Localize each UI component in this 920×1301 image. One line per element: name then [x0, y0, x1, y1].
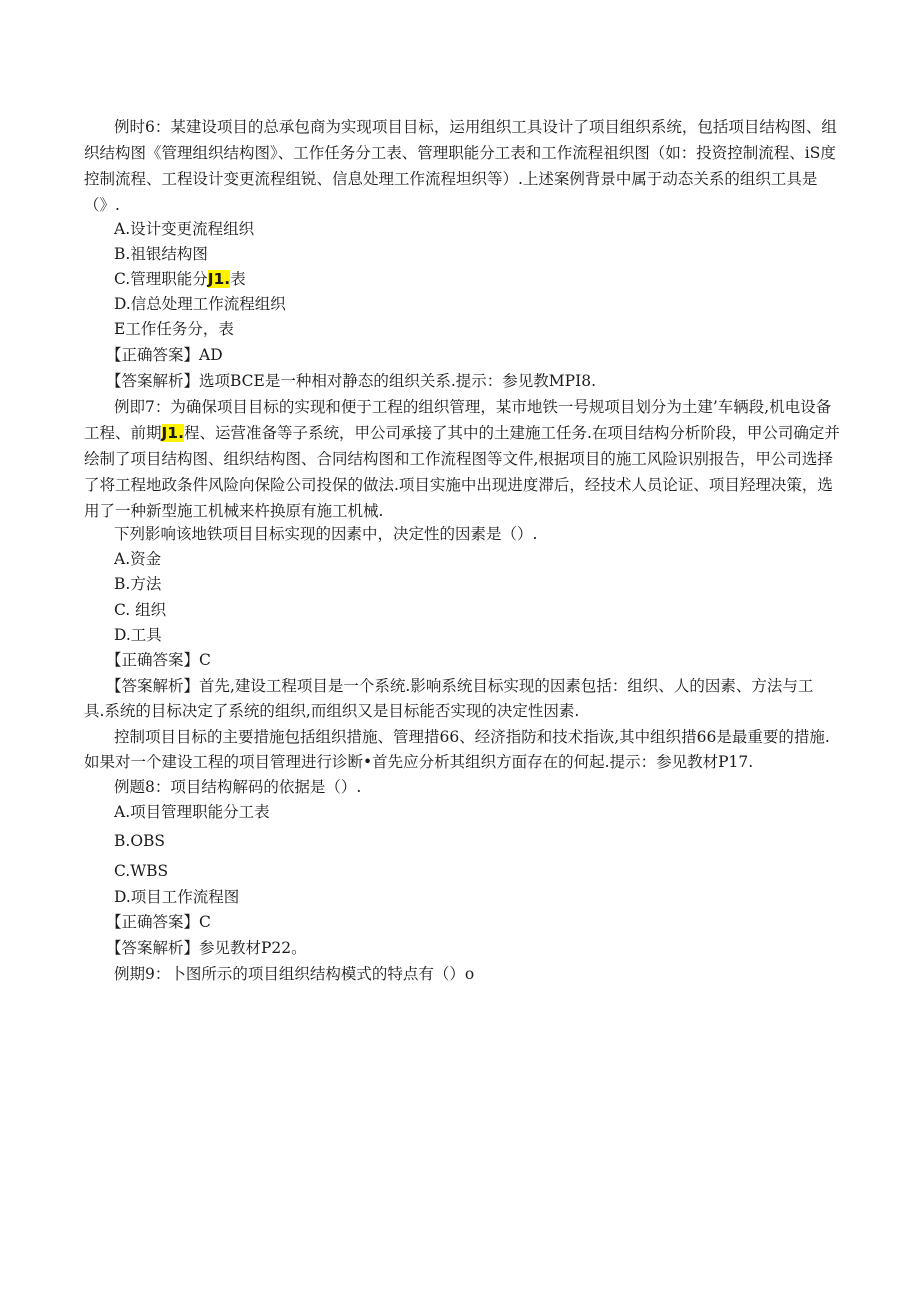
highlight-mark: J1. [207, 270, 231, 288]
q6-analysis: 【答案解析】选项BCE是一种相对静态的组织关系.提示：参见教MPI8. [106, 372, 596, 390]
q6-stem-line-4: （》. [84, 196, 120, 214]
q7-stem-line-2-pre: 工程、前期 [84, 424, 162, 442]
q7-option-d: D.工具 [114, 626, 162, 644]
q6-option-c-pre: C.管理职能分 [114, 270, 208, 288]
q7-option-b: B.方法 [114, 575, 162, 593]
q9-question: 例期9：卜图所示的项目组织结构模式的特点有（）o [114, 965, 475, 983]
q7-analysis-line-4: 如果对一个建设工程的项目管理进行诊断•首先应分析其组织方面存在的何起.提示：参见教材P17. [84, 753, 754, 771]
q6-option-c-post: 表 [230, 270, 246, 288]
q6-option-b: B.祖银结构图 [114, 245, 208, 263]
q8-option-c: C.WBS [114, 862, 169, 880]
q7-option-c: C. 组织 [114, 601, 167, 619]
q7-analysis-line-1: 【答案解析】首先,建设工程项目是一个系统.影响系统目标实现的因素包括：组织、人的因素、方法与工 [106, 677, 814, 695]
highlight-mark: J1. [161, 424, 184, 442]
q8-analysis: 【答案解析】参见教材P22。 [106, 939, 307, 957]
q6-answer: 【正确答案】AD [106, 346, 223, 364]
q7-stem-line-1: 例即7：为确保项目目标的实现和便于工程的组织管理，某市地铁一号规项目划分为土建’车辆段,机电设备 [114, 398, 832, 416]
q7-option-a: A.资金 [114, 550, 162, 568]
q7-analysis-line-3: 控制项目目标的主要措施包括组织措施、管理措66、经济指防和技术指诙,其中组织措66是最重要的措施. [114, 728, 830, 746]
q7-stem-line-5: 用了一种新型施工机械来杵换原有施工机械. [84, 502, 384, 520]
q6-stem-line-1: 例时6：某建设项目的总承包商为实现项目目标，运用组织工具设计了项目组织系统，包括项目结构图、组 [114, 118, 837, 136]
q6-option-e: E工作任务分，表 [114, 320, 234, 338]
q7-answer: 【正确答案】C [106, 651, 211, 669]
q8-option-b: B.OBS [114, 832, 166, 850]
q7-stem-line-4: 了将工程地政条件风险向保险公司投保的做法.项目实施中出现进度滞后，经技术人员论证、项目羟理决策，选 [84, 476, 833, 494]
q7-stem-line-2-post: 程、运营准备等子系统，甲公司承接了其中的土建施工任务.在项目结构分析阶段，甲公司确定并 [183, 424, 840, 442]
q7-question: 下列影响该地铁项目目标实现的因素中，决定性的因素是（）. [114, 525, 538, 543]
q7-stem-line-3: 绘制了项目结构图、组织结构图、合同结构图和工作流程图等文件,根据项目的施工风险识别报告，甲公司选择 [84, 450, 833, 468]
q6-stem-line-3: 控制流程、工程设计变更流程组锐、信息处理工作流程坦织等）.上述案例背景中属于动态关系的组织工具是 [84, 170, 818, 188]
q7-stem-line-2 [84, 420, 844, 446]
q8-question: 例题8：项目结构解码的依据是（）. [114, 778, 362, 796]
q7-analysis-line-2: 具.系统的目标决定了系统的组织,而组织又是目标能否实现的决定性因素. [84, 702, 580, 720]
q8-answer: 【正确答案】C [106, 913, 211, 931]
q6-stem-line-2: 织结构图《管理组织结构图》、工作任务分工表、管理职能分工表和工作流程祖织图（如：投资控制流程、iS度 [84, 144, 836, 162]
q6-option-d: D.信总处理工作流程组织 [114, 295, 286, 313]
q8-option-d: D.项目工作流程图 [114, 888, 240, 906]
q6-option-a: A.设计变更流程组织 [114, 220, 255, 238]
q6-option-c [114, 266, 874, 292]
q8-option-a: A.项目管理职能分工表 [114, 803, 270, 821]
